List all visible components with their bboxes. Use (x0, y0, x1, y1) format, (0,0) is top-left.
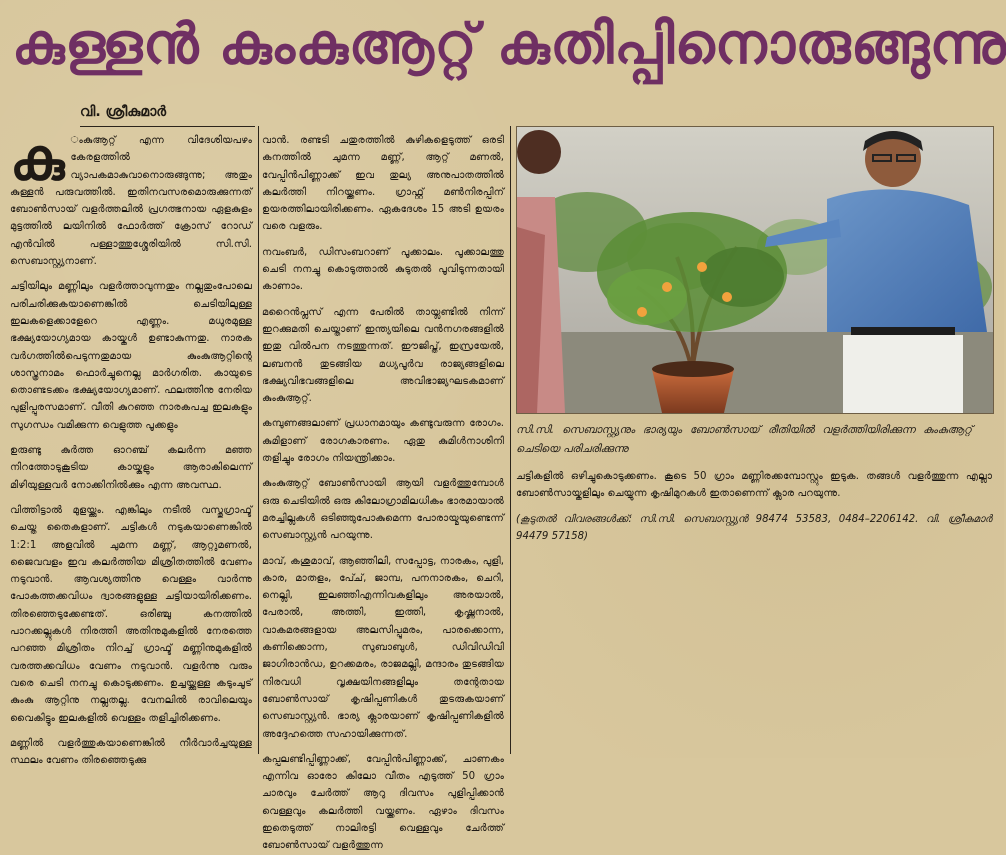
paragraph-2: ചട്ടിയിലും മണ്ണിലും വളർത്താവുന്നതും നല്ലതുംപോലെ പരിചരിക്കുകയാണെങ്കിൽ ചെടിയിലുള്ള ഇലകളെക്കാളേറെ എണ്ണം. മധുരമുള്ള ഭക്ഷ്യയോഗ്യമായ കായ്കൾ ഉണ്ടാകുന്നതു. നാരക വർഗത്തിൽപെടുന്നതുമായ കുംകുആറ്റിന്റെ ശാസ്ത്രനാമം ഫൊർച്ചുനെല്ല മാർഗരിത. കായുടെ തൊണ്ടടക്കം ഭക്ഷ്യയോഗ്യമാണ്. ഫലത്തിനു നേരിയ പുളിപ്പുരസമാണ്. വീതി കുറഞ്ഞ നാരകപച്ച ഇലകളും സുഗന്ധം വമിക്കുന്ന വെളുത്ത പൂക്കളും (10, 281, 252, 431)
article-column-3 (516, 468, 992, 588)
article-column-1 (10, 125, 252, 767)
paragraph-7: നവംബർ, ഡിസംബറാണ് പൂക്കാലം. പൂക്കാലത്തു ചെടി നനച്ചു കൊടുത്താൽ കുടുതൽ പൂവിടുന്നതായി കാണാം. (262, 246, 504, 293)
paragraph-1 (10, 125, 252, 270)
byline: വി. ശ്രീകുമാർ (80, 104, 167, 120)
paragraph-11: മാവ്, കശുമാവ്, ആഞ്ഞിലി, സപ്പോട്ട, നാരകം, പുളി, കാര, മാതളം, പേ്ച്, ജാമ്പ, പനനാരകം, ചെറി, നെല്ലി, ഇലഞ്ഞിഎന്നിവകളിലും അരയാൽ, പേരാൽ, അത്തി, ഇത്തി, കൃഷ്ണനാൽ, വാകമരങ്ങളായ അലസിപ്പൂമരം, പാരക്കൊന്ന, കണിക്കൊന്ന, സുബാബുൾ, ഡിവിഡിവി ജാഗിരാൻഡ, ഉറക്കമരം, രാജമല്ലി, മന്ദാരം തുടങ്ങിയ നിരവധി വൃക്ഷയിനങ്ങളിലും തന്റേതായ ബോൺസായ് കൃഷിപ്പണികൾ തുടരുകയാണ് സെബാസ്റ്റ്യൻ. ഭാര്യ ക്ലാരയാണ് കൃഷിപ്പണികളിൽ അദ്ദേഹത്തെ സഹായിക്കുന്നത്. (262, 555, 504, 740)
column-divider-2 (510, 126, 511, 754)
byline-box (80, 104, 255, 127)
paragraph-12: കപ്പലണ്ടിപ്പിണ്ണാക്ക്, വേപ്പിൻപിണ്ണാക്ക്, ചാണകം എന്നിവ ഓരോ കിലോ വീതം എടുത്ത് 50 ഗ്രാം ചാരവും ചേർത്ത് ആറു ദിവസം പുളിപ്പിക്കാൻ വെള്ളവും കലർത്തി വയ്ക്കണം. ഏഴാം ദിവസം ഇതെടുത്ത് നാലിരട്ടി വെള്ളവും ചേർത്ത് ബോൺസായ് വളർത്തുന്ന (262, 753, 504, 852)
article-photo (516, 126, 994, 414)
photo-caption: സി.സി. സെബാസ്റ്റ്യനും ഭാര്യയും ബോൺസായ് രീതിയിൽ വളർത്തിയിരിക്കുന്ന കുംകുആറ്റ് ചെടിയെ പരിചരിക്കുന്നു (516, 423, 972, 455)
paragraph-9: കമ്പുണങ്ങലാണ് പ്രധാനമായും കണ്ടുവരുന്ന രോഗം. കുമിളാണ് രോഗകാരണം. ഏതു കുമിൾനാശിനി തളിച്ചും രോഗം നിയന്ത്രിക്കാം. (262, 418, 504, 465)
bonsai-photo-illustration (517, 127, 993, 413)
paragraph-8: മറൈൻപ്ലസ് എന്ന പേരിൽ തായ്ലണ്ടിൽ നിന്ന് ഇറക്കുമതി ചെയ്താണ് ഇന്ത്യയിലെ വൻനഗരങ്ങളിൽ ഇതു വിൽപന നടത്തുന്നത്. ഈജിപ്ത്, ഇസ്രയേൽ, ലബനൻ തുടങ്ങിയ മധ്യപൂർവ രാജ്യങ്ങളിലെ ഭക്ഷ്യവിഭവങ്ങളിലെ അവിഭാജ്യഘടകമാണ് കുംകുആറ്റ്. (262, 306, 504, 405)
pot-soil (652, 361, 734, 377)
paragraph-3: ഉരുണ്ടു കുർത്ത ഓറഞ്ച് കലർന്ന മഞ്ഞ നിറത്തോടുകൂടിയ കായ്കളും ആരാകിലെന്ന് മിഴിയുള്ളവർ നോക്കിനിൽക്കും എന്ന അവസ്ഥ. (10, 445, 252, 491)
paragraph-1-text: ംകുആറ്റ് എന്ന വിദേശിയപഴം കേരളത്തിൽ വ്യാപകമാകുവാനൊരുങ്ങുന്നു; അതും കുള്ളൻ പരുവത്തിൽ. ഇതിനവസരമൊരുക്കുന്നത് ബോൺസായ് വളർത്തലിൽ പ്രഗത്ഭനായ ഏളകുളം മുട്ടത്തിൽ ലയിനിൽ ഫോർത്ത് ക്രോസ് റോഡ് എൻവിൽ പള്ളാത്തുശ്ശേരിയിൽ സി.സി. സെബാസ്റ്റ്യനാണ്. (10, 135, 252, 268)
paragraph-10: കുംകുആറ്റ് ബോൺസായി ആയി വളർത്തുമ്പോൾ ഒരു ചെടിയിൽ ഒരു കിലോഗ്രാമിലധികം ഭാരമായാൽ മരച്ചില്ലകൾ ഒടിഞ്ഞുപോകുമെന്ന പോരായ്മയുണ്ടെന്ന് സെബാസ്റ്റ്യൻ പറയുന്നു. (262, 478, 504, 542)
headline: കുള്ളൻ കുംകുആറ്റ് കുതിപ്പിനൊരുങ്ങുന്നു (12, 12, 1006, 77)
paragraph-6: വാൻ. രണ്ടടി ചതുരത്തിൽ കുഴികളെടുത്ത് ഒരടി കനത്തിൽ ചുമന്ന മണ്ണ്, ആറ്റ് മണൽ, വേപ്പിൻപിണ്ണാക്ക് ഇവ തുല്യ അനുപാതത്തിൽ കലർത്തി നിറയ്ക്കണം. ഗ്രാഫ്റ്റ് മൺനിരപ്പിന് ഉയരത്തിലായിരിക്കണം. ഏകദേശം 15 അടി ഉയരം വരെ വളരും. (262, 135, 504, 233)
column-divider-1 (258, 126, 259, 754)
paragraph-4: വിത്തിട്ടാൽ മുളയ്ക്കും. എങ്കിലും നടീൽ വസ്തുഗ്രാഫ്ട് ചെയ്ത തൈകളാണ്. ചട്ടികൾ നടുകയാണെങ്കിൽ 1:2:1 അളവിൽ ചുമന്ന മണ്ണ്, ആറ്റുമണൽ, ജൈവവളം ഇവ കലർത്തിയ മിശ്രിതത്തിൽ വേണം നടുവാൻ. ആവശ്യത്തിനു വെള്ളം വാർന്നു പോകത്തക്കവിധം ദ്വാരങ്ങളുള്ള ചട്ടിയായിരിക്കണം. തിരഞ്ഞെടുക്കേണ്ടത്. ഒരിഞ്ചു കനത്തിൽ പാറക്കല്ലുകൾ നിരത്തി അതിനുമുകളിൽ നേരത്തെ പറഞ്ഞ മിശ്രിതം നിറച്ച് ഗ്രാഫ്ട് മണ്ണിനുമുകളിൽ വരത്തക്കവിധം വേണം നടുവാൻ. വളർന്നു വരും വരെ ചെടി നനച്ചു കൊടുക്കണം. ഉച്ചയ്ക്കുള്ള കടുംചൂട് കുംകു ആറ്റിനു നല്ലതല്ല. വേനലിൽ രാവിലെയും വൈകിട്ടും ഇലകളിൽ വെള്ളം തളിച്ചിരിക്കണം. (10, 504, 252, 724)
paragraph-13: ചട്ടികളിൽ ഒഴിച്ചുകൊടുക്കണം. കൂടെ 50 ഗ്രാം മണ്ണിരക്കമ്പോസ്റ്റും ഇടുക. തങ്ങൾ വളർത്തുന്ന എല്ലാ ബോൺസായ്കളിലും ചെയ്യുന്ന കൃഷിമുറകൾ ഇതാണെന്ന് ക്ലാര പറയുന്നു. (516, 471, 992, 500)
paragraph-5: മണ്ണിൽ വളർത്തുകയാണെങ്കിൽ നീർവാർച്ചയുള്ള സ്ഥലം വേണം തിരഞ്ഞെടുക്കു (10, 737, 252, 767)
article-column-2 (262, 132, 504, 852)
paragraph-14: (കൂടുതൽ വിവരങ്ങൾക്ക്: സി.സി. സെബാസ്റ്റ്യൻ 98474 53583, 0484–2206142. വി. ശ്രീകുമാർ 94479 57158) (516, 513, 992, 542)
dropcap: കു (10, 125, 65, 193)
